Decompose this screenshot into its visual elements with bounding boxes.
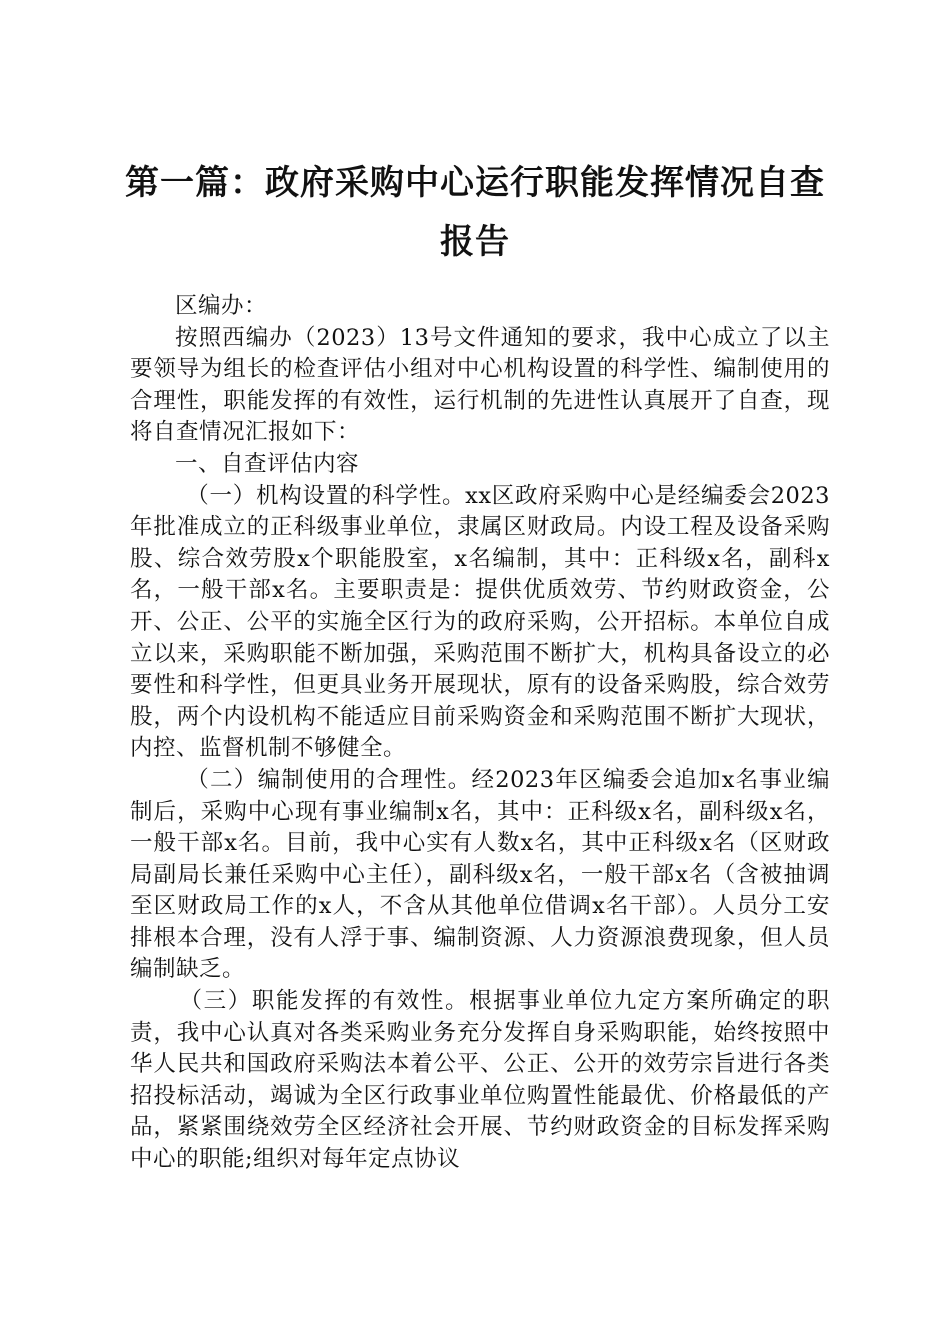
paragraph-section-2: （二）编制使用的合理性。经2023年区编委会追加x名事业编制后，采购中心现有事业编制x名，其中：正科级x名，副科级x名，一般干部x名。目前，我中心实有人数x名，其中正科级x名（区财政局副局长兼任采购中心主任），副科级x名，一般干部x名（含被抽调至区财政局工作的x人，不含从其他单位借调x名干部）。人员分工安排根本合理，没有人浮于事、编制资源、人力资源浪费现象，但人员编制缺乏。 bbox=[130, 766, 830, 983]
document-title-line-1: 第一篇：政府采购中心运行职能发挥情况自查 bbox=[125, 163, 825, 203]
salutation: 区编办： bbox=[175, 293, 268, 319]
section-heading: 一、自查评估内容 bbox=[175, 450, 360, 477]
paragraph-section-1: （一）机构设置的科学性。xx区政府采购中心是经编委会2023年批准成立的正科级事业单位，隶属区财政局。内设工程及设备采购股、综合效劳股x个职能股室，x名编制，其中：正科级x名，副科x名，一般干部x名。主要职责是：提供优质效劳、节约财政资金，公开、公正、公平的实施全区行为的政府采购，公开招标。本单位自成立以来，采购职能不断加强，采购范围不断扩大，机构具备设立的必要性和科学性，但更具业务开展现状，原有的设备采购股，综合效劳股，两个内设机构不能适应目前采购资金和采购范围不断扩大现状，内控、监督机制不够健全。 bbox=[130, 482, 830, 762]
document-body bbox=[130, 291, 830, 1176]
paragraph-section-3: （三）职能发挥的有效性。根据事业单位九定方案所确定的职责，我中心认真对各类采购业务充分发挥自身采购职能，始终按照中华人民共和国政府采购法本着公平、公正、公开的效劳宗旨进行各类招投标活动，竭诚为全区行政事业单位购置性能最优、价格最低的产品，紧紧围绕效劳全区经济社会开展、节约财政资金的目标发挥采购中心的职能;组织对每年定点协议 bbox=[130, 988, 830, 1173]
document-title-line-2: 报告 bbox=[440, 222, 510, 262]
paragraph-intro: 按照西编办（2023）13号文件通知的要求，我中心成立了以主要领导为组长的检查评估小组对中心机构设置的科学性、编制使用的合理性，职能发挥的有效性，运行机制的先进性认真展开了自查，现将自查情况汇报如下： bbox=[130, 324, 830, 446]
